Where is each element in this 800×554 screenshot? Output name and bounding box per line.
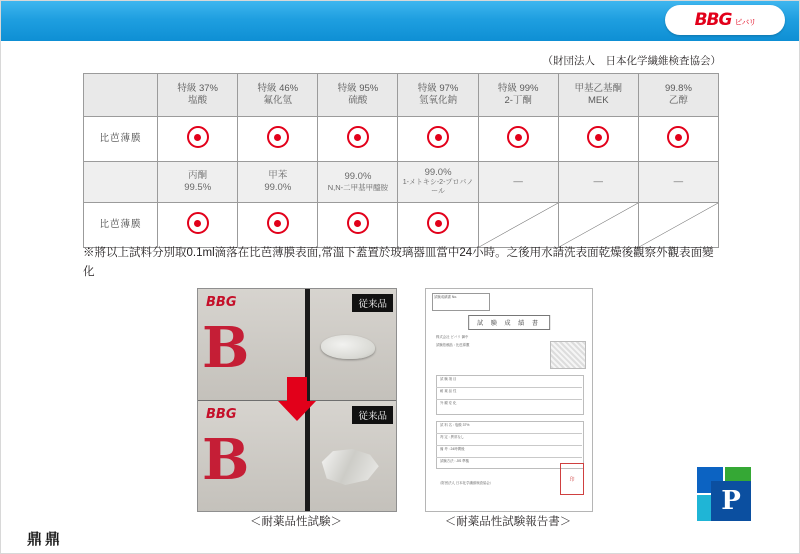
header-corner-cell-2 xyxy=(84,162,158,203)
table-header-cell: — xyxy=(478,162,558,203)
result-cell xyxy=(238,203,318,248)
target-mark-icon xyxy=(507,126,529,148)
empty-cell-slash xyxy=(478,203,558,248)
result-cell xyxy=(398,117,478,162)
photo-brand-mark: BBG xyxy=(206,295,237,310)
target-mark-icon xyxy=(667,126,689,148)
report-line-text: 株式会社 ビバリ 御中 xyxy=(436,335,469,339)
report-cell-text: 試 験 項 目 xyxy=(440,377,457,381)
table-header-row-2 xyxy=(84,162,719,203)
table-header-cell: 甲基乙基酮 MEK xyxy=(558,74,638,117)
table-row xyxy=(84,117,719,162)
result-cell xyxy=(158,117,238,162)
table-header-cell: 丙酮 99.5% xyxy=(158,162,238,203)
table-header-cell: 特級 99% 2-丁酮 xyxy=(478,74,558,117)
logo-text xyxy=(695,10,756,30)
target-mark-icon xyxy=(267,212,289,234)
company-name: 鼎鼎 xyxy=(26,531,63,548)
photo-big-letter: B xyxy=(202,315,248,381)
logo-letter: P xyxy=(711,481,751,521)
target-mark-icon xyxy=(427,212,449,234)
company-logo xyxy=(697,467,781,543)
result-cell xyxy=(558,117,638,162)
target-mark-icon xyxy=(347,212,369,234)
header-corner-cell xyxy=(84,74,158,117)
table-header-cell: 99.0% 1-メトキシ-2-プロパノール xyxy=(398,162,478,203)
result-cell xyxy=(238,117,318,162)
report-footer-text: （財団法人 日本化学繊維検査協会） xyxy=(438,481,494,485)
test-photo xyxy=(197,288,397,512)
table-header-cell: 99.0% N,N-二甲基甲醯胺 xyxy=(318,162,398,203)
report-cell-text: 判 定 : 異常なし xyxy=(440,435,465,439)
header-bar xyxy=(1,1,799,43)
result-cell xyxy=(318,203,398,248)
target-mark-icon xyxy=(187,126,209,148)
empty-cell-slash xyxy=(558,203,638,248)
report-caption: ＜耐薬品性試験報告書＞ xyxy=(444,516,572,528)
chemical-resistance-table xyxy=(83,73,719,248)
result-cell xyxy=(398,203,478,248)
table-row xyxy=(84,203,719,248)
target-mark-icon xyxy=(347,126,369,148)
result-cell xyxy=(158,203,238,248)
test-report-document xyxy=(425,288,593,512)
report-table-1 xyxy=(436,375,584,415)
report-cell-text: 外 観 変 化 xyxy=(440,401,457,405)
table-header-cell: 99.8% 乙醇 xyxy=(638,74,718,117)
report-cell-text: 耐 薬 品 性 xyxy=(440,389,457,393)
target-mark-icon xyxy=(187,212,209,234)
row-label: 比芭薄膜 xyxy=(84,117,158,162)
target-mark-icon xyxy=(427,126,449,148)
report-title: 試 験 成 績 書 xyxy=(468,315,550,330)
report-seal-icon: 印 xyxy=(560,463,584,495)
target-mark-icon xyxy=(587,126,609,148)
table-header-row-1 xyxy=(84,74,719,117)
liquid-drop-icon xyxy=(321,335,375,359)
report-stamp xyxy=(550,341,586,369)
table-header-cell: 特級 97% 氫氧化鈉 xyxy=(398,74,478,117)
photo-tag-top: 従来品 xyxy=(352,294,393,312)
bbg-logo-icon xyxy=(665,5,785,35)
result-cell xyxy=(638,117,718,162)
photo-tag-bottom: 従来品 xyxy=(352,406,393,424)
report-header-text: 試験成績書 No. xyxy=(434,295,458,299)
table-header-cell: — xyxy=(638,162,718,203)
logo-main: BBG xyxy=(694,10,732,30)
empty-cell-slash xyxy=(638,203,718,248)
table-header-cell: 特級 46% 氟化氫 xyxy=(238,74,318,117)
association-line: （財団法人 日本化学繊維検査協会） xyxy=(542,55,721,67)
photo-caption: ＜耐薬品性試験＞ xyxy=(250,516,342,528)
row-label: 比芭薄膜 xyxy=(84,203,158,248)
report-line-text: 試験依頼品 : 比芭薄膜 xyxy=(436,343,470,347)
table-header-cell: 甲苯 99.0% xyxy=(238,162,318,203)
result-cell xyxy=(318,117,398,162)
photo-brand-mark-2: BBG xyxy=(206,407,237,422)
down-arrow-icon xyxy=(275,377,319,423)
report-cell-text: 備 考 : 24時間後 xyxy=(440,447,465,451)
table-header-cell: 特級 95% 硫酸 xyxy=(318,74,398,117)
logo-sub: ビバリ xyxy=(734,18,756,27)
result-cell xyxy=(478,117,558,162)
report-cell-text: 試 料 名 : 塩酸 37% xyxy=(440,423,470,427)
report-cell-text: 試験方法 : JIS 準拠 xyxy=(440,459,470,463)
photo-big-letter-2: B xyxy=(202,427,248,493)
target-mark-icon xyxy=(267,126,289,148)
table-header-cell: — xyxy=(558,162,638,203)
test-note: ※將以上試料分別取0.1ml滴落在比芭薄膜表面,常溫下蓋置於玻璃器皿當中24小時。之後用水請洗表面乾燥後觀察外觀表面變化 xyxy=(83,247,714,278)
table-header-cell: 特級 37% 塩酸 xyxy=(158,74,238,117)
